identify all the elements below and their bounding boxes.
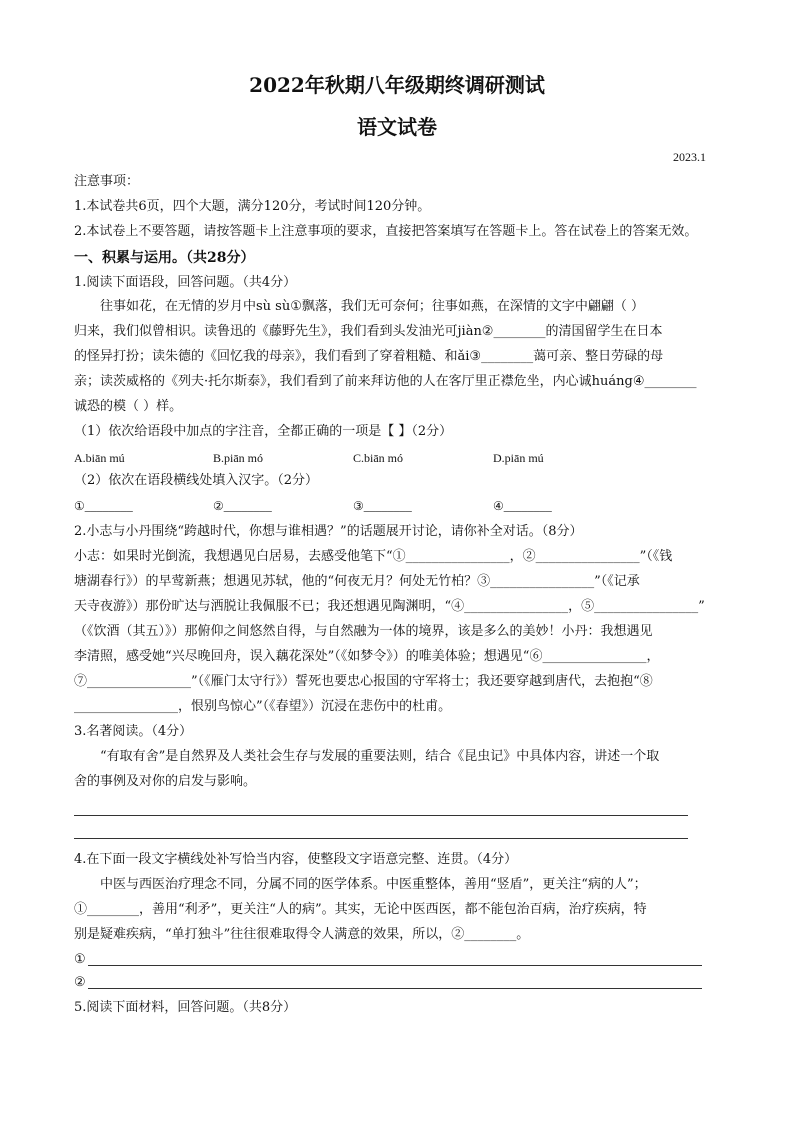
page-title: 2022年秋期八年级期终调研测试 <box>249 73 545 97</box>
q2-line: ⑦________________”（《雁门太守行》）誓死也要忠心报国的守军将士；我还要穿越到唐代，去抱抱“⑧ <box>74 674 653 689</box>
q1-passage-line: 的怪异打扮；读朱德的《回忆我的母亲》，我们看到了穿着粗糙、和ǎi③________蔼可亲、整日劳碌的母 <box>74 349 664 364</box>
q1-passage-line: 诚恐的模（ ）样。 <box>74 399 183 414</box>
q4-body-line: 中医与西医治疗理念不同，分属不同的医学体系。中医重整体，善用“竖盾”，更关注“病的人”； <box>100 877 647 892</box>
q2-line: （《饮酒（其五）》）那俯仰之间悠然自得，与自然融为一体的境界，该是多么的美妙！小丹：我想遇见 <box>74 624 653 639</box>
q2-line: 2.小志与小丹围绕“跨越时代，你想与谁相遇？”的话题展开讨论，请你补全对话。（8分） <box>74 524 583 539</box>
notes-item-2: 2.本试卷上不要答题，请按答题卡上注意事项的要求，直接把答案填写在答题卡上。答在试卷上的答案无效。 <box>74 224 698 239</box>
q1-blank-2: ②________ <box>213 499 272 513</box>
answer-line <box>74 838 688 839</box>
q2-line: ________________，恨别鸟惊心”（《春望》）沉浸在悲伤中的杜甫。 <box>74 699 452 714</box>
q2-line: 小志：如果时光倒流，我想遇见白居易，去感受他笔下“①________________，②________________”（《钱 <box>74 549 673 564</box>
q2-line: 塘湖春行》）的早莺新燕；想遇见苏轼，他的“何夜无月？何处无竹柏？③________________”（《记承 <box>74 574 640 589</box>
page-subtitle: 语文试卷 <box>357 115 437 139</box>
notes-item-1: 1.本试卷共6页，四个大题，满分120分，考试时间120分钟。 <box>74 199 431 214</box>
notes-heading: 注意事项： <box>74 174 140 189</box>
q1-option-c: C.biān mó <box>353 451 403 465</box>
q3-body-line: “有取有舍”是自然界及人类社会生存与发展的重要法则，结合《昆虫记》中具体内容，讲述一个取 <box>100 749 660 764</box>
q3-prompt: 3.名著阅读。（4分） <box>74 724 193 739</box>
q3-body-line: 舍的事例及对你的启发与影响。 <box>74 774 257 789</box>
q1-blank-4: ④________ <box>493 499 552 513</box>
q2-line: 天寺夜游》）那份旷达与洒脱让我佩服不已；我还想遇见陶渊明，“④________________，⑤________________” <box>74 599 705 614</box>
answer-line <box>74 815 688 816</box>
q1-prompt: 1.阅读下面语段，回答问题。（共4分） <box>74 275 297 290</box>
q1-passage-line: 亲；读茨威格的《列夫·托尔斯泰》，我们看到了前来拜访他的人在客厅里正襟危坐，内心诚huáng④________ <box>74 374 697 389</box>
q1-passage-line: 往事如花，在无情的岁月中sù sù①飘落，我们无可奈何；往事如燕，在深情的文字中翩翩（ ） <box>100 299 645 314</box>
q1-sub2: （2）依次在语段横线处填入汉字。（2分） <box>74 473 319 488</box>
q1-option-b: B.piān mó <box>213 451 263 465</box>
exam-date: 2023.1 <box>673 150 706 164</box>
answer-line <box>88 965 702 966</box>
q4-prompt: 4.在下面一段文字横线处补写恰当内容，使整段文字语意完整、连贯。（4分） <box>74 852 518 867</box>
q1-option-a: A.biān mú <box>74 451 125 465</box>
answer-line <box>88 988 702 989</box>
q4-answer-label-1: ① <box>74 952 86 967</box>
q4-body-line: 别是疑难疾病，“单打独斗”往往很难取得令人满意的效果，所以，②________。 <box>74 927 530 942</box>
q1-blank-3: ③________ <box>353 499 412 513</box>
q4-body-line: ①________，善用“利矛”，更关注“人的病”。其实，无论中医西医，都不能包治百病，治疗疾病，特 <box>74 902 647 917</box>
q1-sub1: （1）依次给语段中加点的字注音，全都正确的一项是【 】（2分） <box>74 424 453 439</box>
q1-passage-line: 归来，我们似曾相识。读鲁迅的《藤野先生》，我们看到头发油光可jiàn②________的清国留学生在日本 <box>74 324 663 339</box>
q5-prompt: 5.阅读下面材料，回答问题。（共8分） <box>74 1000 297 1015</box>
q4-answer-label-2: ② <box>74 975 86 990</box>
section-1-heading: 一、积累与运用。（共28分） <box>74 250 255 266</box>
q1-option-d: D.piān mú <box>493 451 544 465</box>
q1-blank-1: ①________ <box>74 499 133 513</box>
q2-line: 李清照，感受她“兴尽晚回舟，误入藕花深处”（《如梦令》）的唯美体验；想遇见“⑥________________， <box>74 649 660 664</box>
